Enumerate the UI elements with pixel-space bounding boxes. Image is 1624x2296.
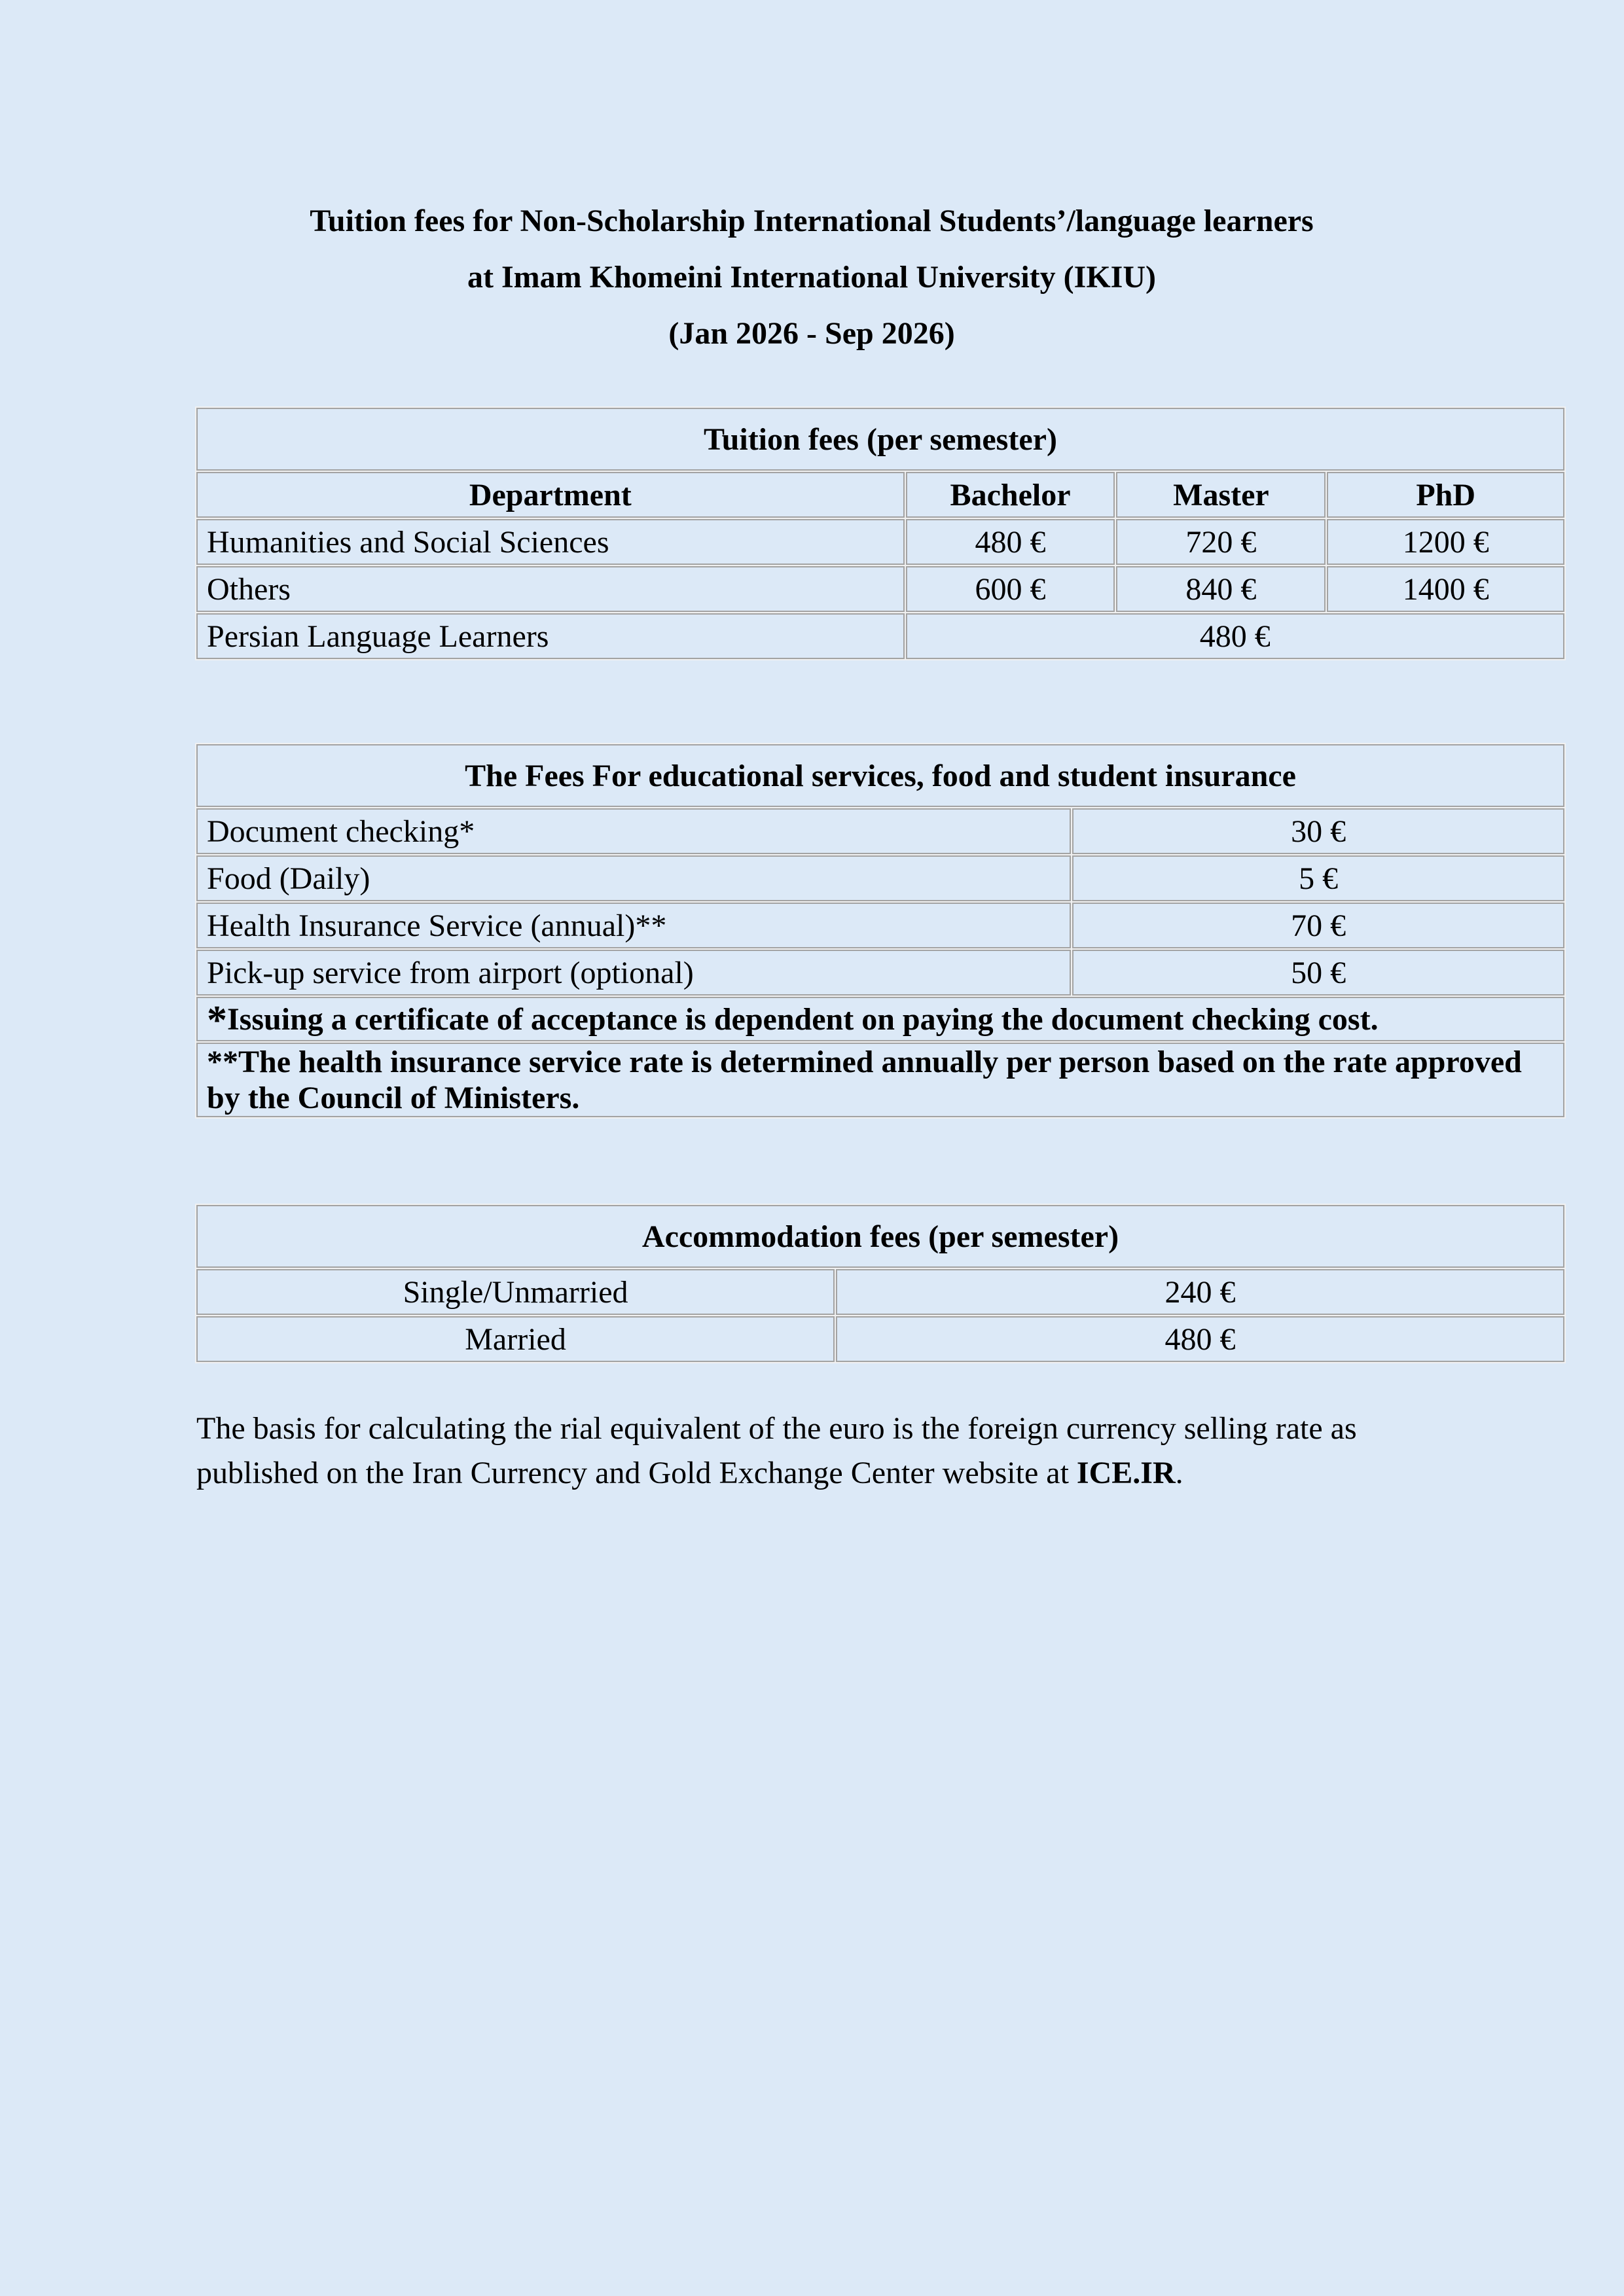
table-row-married (196, 1316, 1564, 1362)
tuition-fees-table (195, 406, 1566, 660)
table-row-health-insurance (196, 903, 1564, 948)
closing-text: The basis for calculating the rial equivalent of the euro is the foreign currency selling rate as published on the Iran Currency and Gold Exchange Center website at (196, 1411, 1357, 1490)
table-row-single-unmarried (196, 1269, 1564, 1315)
accommodation-table-header-row (196, 1205, 1564, 1268)
merged-fee: 480 € (906, 613, 1564, 659)
master-fee: 720 € (1116, 519, 1326, 565)
title-line-2: at Imam Khomeini International University (IKIU) (467, 260, 1156, 295)
footnote-health-insurance (196, 1043, 1564, 1117)
phd-fee: 1400 € (1327, 566, 1564, 612)
service-fee: 50 € (1072, 950, 1564, 996)
service-label: Document checking* (196, 808, 1071, 854)
accommodation-label: Married (196, 1316, 835, 1362)
tuition-table-header-row (196, 408, 1564, 471)
services-fees-table (195, 743, 1566, 1119)
closing-paragraph (196, 1407, 1434, 1496)
accommodation-fees-table (195, 1204, 1566, 1363)
service-fee: 30 € (1072, 808, 1564, 854)
services-table-header-row (196, 744, 1564, 807)
title-line-1: Tuition fees for Non-Scholarship International Students’/language learners (310, 204, 1314, 238)
services-table-title: The Fees For educational services, food and student insurance (196, 744, 1564, 807)
column-header-master: Master (1116, 472, 1326, 518)
table-row-humanities (196, 519, 1564, 565)
footnote-marker: ** (207, 1045, 238, 1079)
ice-ir-site-name: ICE.IR (1076, 1456, 1176, 1490)
service-label: Food (Daily) (196, 855, 1071, 901)
department-name: Humanities and Social Sciences (196, 519, 905, 565)
title-line-3: (Jan 2026 - Sep 2026) (668, 316, 955, 351)
service-fee: 70 € (1072, 903, 1564, 948)
accommodation-fee: 240 € (836, 1269, 1564, 1315)
tuition-table-title: Tuition fees (per semester) (196, 408, 1564, 471)
column-header-phd: PhD (1327, 472, 1564, 518)
footnote-text: The health insurance service rate is determined annually per person based on the rate approved by the Council of Ministers. (207, 1045, 1522, 1115)
footnote-row-2 (196, 1043, 1564, 1117)
column-header-bachelor: Bachelor (906, 472, 1115, 518)
footnote-document-checking (196, 997, 1564, 1041)
accommodation-fee: 480 € (836, 1316, 1564, 1362)
bachelor-fee: 600 € (906, 566, 1115, 612)
table-row-document-checking (196, 808, 1564, 854)
phd-fee: 1200 € (1327, 519, 1564, 565)
footnote-text: Issuing a certificate of acceptance is dependent on paying the document checking cost. (227, 1001, 1379, 1037)
table-row-others (196, 566, 1564, 612)
column-header-department: Department (196, 472, 905, 518)
footnote-row-1 (196, 997, 1564, 1041)
accommodation-label: Single/Unmarried (196, 1269, 835, 1315)
service-label: Health Insurance Service (annual)** (196, 903, 1071, 948)
master-fee: 840 € (1116, 566, 1326, 612)
department-name: Others (196, 566, 905, 612)
closing-period: . (1175, 1456, 1183, 1490)
service-fee: 5 € (1072, 855, 1564, 901)
department-name: Persian Language Learners (196, 613, 905, 659)
accommodation-table-title: Accommodation fees (per semester) (196, 1205, 1564, 1268)
table-row-persian-language-learners (196, 613, 1564, 659)
document-title (196, 193, 1427, 362)
service-label: Pick-up service from airport (optional) (196, 950, 1071, 996)
tuition-table-column-header-row (196, 472, 1564, 518)
footnote-marker: * (207, 997, 227, 1041)
table-row-pickup-service (196, 950, 1564, 996)
bachelor-fee: 480 € (906, 519, 1115, 565)
table-row-food (196, 855, 1564, 901)
